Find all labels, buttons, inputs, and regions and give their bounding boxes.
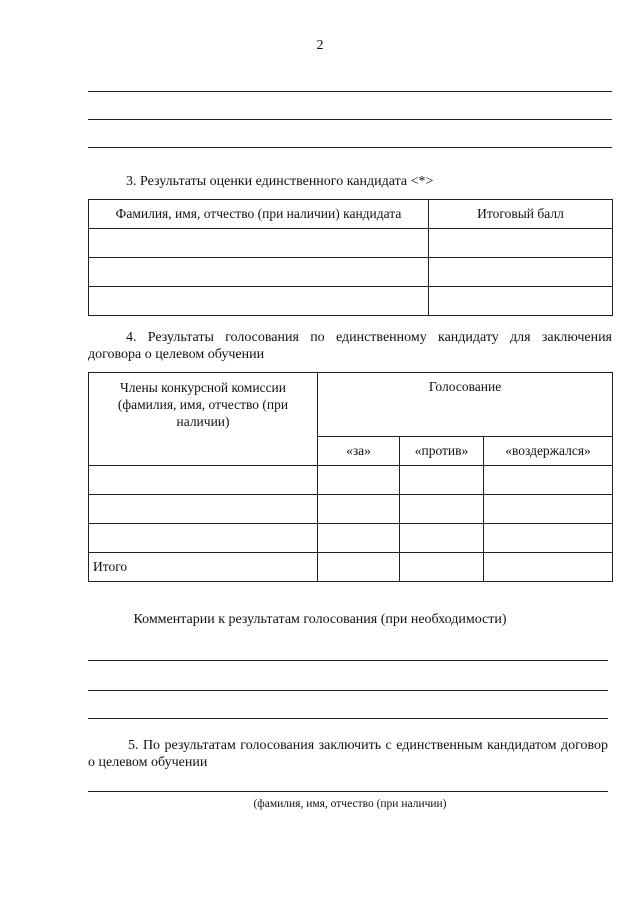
table-cell	[429, 258, 613, 287]
voting-results-table	[88, 372, 613, 582]
blank-line	[88, 690, 608, 691]
table-row	[89, 524, 613, 553]
table-cell	[318, 466, 400, 495]
blank-line	[88, 119, 612, 120]
table-cell	[89, 229, 429, 258]
table-row-total	[89, 553, 613, 582]
total-label: Итого	[89, 553, 318, 582]
section-4-title: 4. Результаты голосования по единственному кандидату для заключения договора о целевом обучении	[88, 330, 612, 362]
blank-line	[88, 718, 608, 719]
header-vote-for: «за»	[318, 437, 400, 466]
blank-line	[88, 91, 612, 92]
table-cell	[400, 553, 484, 582]
header-voting: Голосование	[318, 373, 613, 437]
table-cell	[400, 524, 484, 553]
candidate-score-table	[88, 199, 613, 316]
blank-line	[88, 147, 612, 148]
candidate-name-caption: (фамилия, имя, отчество (при наличии)	[253, 798, 447, 810]
table-row	[89, 258, 613, 287]
section-5-title: 5. По результатам голосования заключить с единственным кандидатом договор о целевом обучении	[88, 738, 608, 770]
table-row	[89, 466, 613, 495]
table-cell	[89, 287, 429, 316]
header-vote-abstained: «воздержался»	[484, 437, 613, 466]
table-cell	[89, 466, 318, 495]
table-cell	[89, 258, 429, 287]
page-number: 2	[316, 38, 324, 53]
blank-line-candidate-name	[88, 791, 608, 792]
table-cell	[484, 553, 613, 582]
table-cell	[400, 466, 484, 495]
table-header-row	[89, 373, 613, 437]
table-row	[89, 495, 613, 524]
table-cell	[89, 495, 318, 524]
comments-title: Комментарии к результатам голосования (при необходимости)	[133, 612, 507, 627]
table-cell	[484, 524, 613, 553]
table-header-row	[89, 200, 613, 229]
table-cell	[318, 524, 400, 553]
header-commission-members: Члены конкурсной комиссии (фамилия, имя, отчество (при наличии)	[89, 373, 318, 466]
table-cell	[484, 495, 613, 524]
table-row	[89, 287, 613, 316]
header-candidate-name: Фамилия, имя, отчество (при наличии) кандидата	[89, 200, 429, 229]
table-cell	[89, 524, 318, 553]
table-cell	[400, 495, 484, 524]
table-cell	[429, 287, 613, 316]
table-cell	[429, 229, 613, 258]
header-final-score: Итоговый балл	[429, 200, 613, 229]
table-row	[89, 229, 613, 258]
table-cell	[484, 466, 613, 495]
section-3-title: 3. Результаты оценки единственного кандидата <*>	[126, 174, 434, 189]
header-vote-against: «против»	[400, 437, 484, 466]
table-cell	[318, 553, 400, 582]
blank-line	[88, 660, 608, 661]
table-cell	[318, 495, 400, 524]
